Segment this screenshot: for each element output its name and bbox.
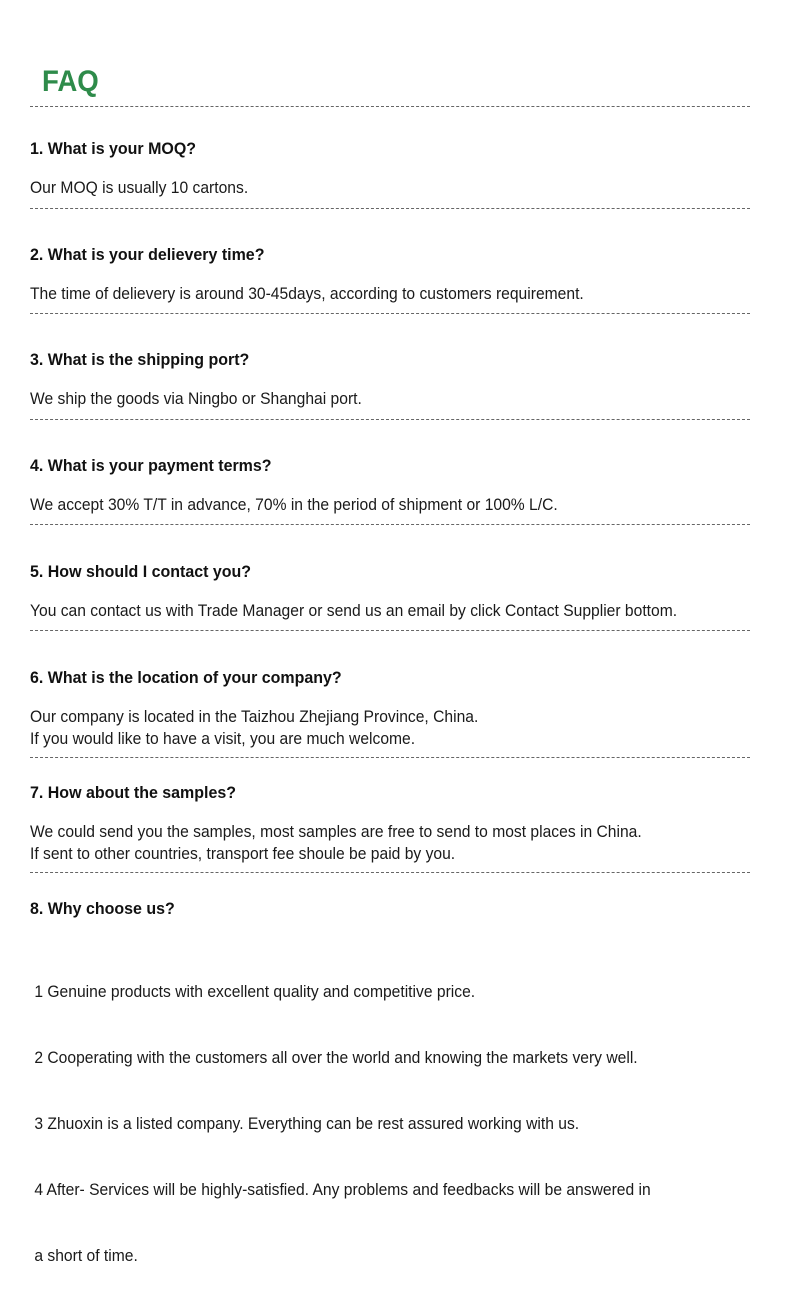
- faq-answer-7: [30, 821, 642, 865]
- faq-question-5: 5. How should I contact you?: [30, 562, 252, 581]
- faq-answer-3: [30, 388, 362, 410]
- faq-answer-2: [30, 283, 584, 305]
- faq-answer-1: [30, 177, 248, 199]
- answer-line: Our MOQ is usually 10 cartons.: [30, 178, 249, 197]
- divider: [30, 630, 750, 631]
- answer-line: The time of delievery is around 30-45days, according to customers requirement.: [30, 284, 584, 303]
- answer-line: We could send you the samples, most samples are free to send to most places in China.: [30, 822, 642, 841]
- faq-answer-6: [30, 706, 478, 750]
- faq-question-7: 7. How about the samples?: [30, 783, 237, 802]
- faq-answer-4: [30, 494, 558, 516]
- answer-line: You can contact us with Trade Manager or send us an email by click Contact Supplier bottom.: [30, 601, 678, 620]
- page-title: FAQ: [42, 65, 99, 98]
- answer-line: a short of time.: [30, 1246, 138, 1265]
- divider: [30, 208, 750, 209]
- faq-answer-5: [30, 600, 677, 622]
- faq-question-3: 3. What is the shipping port?: [30, 350, 250, 369]
- faq-question-2: 2. What is your delievery time?: [30, 245, 265, 264]
- divider: [30, 757, 750, 758]
- faq-question-4: 4. What is your payment terms?: [30, 456, 272, 475]
- divider: [30, 313, 750, 314]
- answer-line: 3 Zhuoxin is a listed company. Everything can be rest assured working with us.: [30, 1114, 580, 1133]
- answer-line: We accept 30% T/T in advance, 70% in the period of shipment or 100% L/C.: [30, 495, 558, 514]
- faq-question-8: 8. Why choose us?: [30, 899, 175, 918]
- answer-line: If sent to other countries, transport fee shoule be paid by you.: [30, 844, 456, 863]
- answer-line: We ship the goods via Ningbo or Shanghai port.: [30, 389, 362, 408]
- answer-line: If you would like to have a visit, you are much welcome.: [30, 729, 416, 748]
- answer-line: 1 Genuine products with excellent quality and competitive price.: [30, 982, 476, 1001]
- answer-line: 4 After- Services will be highly-satisfied. Any problems and feedbacks will be answered in: [30, 1180, 651, 1199]
- answer-line: Our company is located in the Taizhou Zhejiang Province, China.: [30, 707, 479, 726]
- faq-answer-8: [30, 937, 651, 1311]
- divider: [30, 106, 750, 107]
- faq-question-6: 6. What is the location of your company?: [30, 668, 342, 687]
- divider: [30, 419, 750, 420]
- divider: [30, 524, 750, 525]
- divider: [30, 872, 750, 873]
- answer-line: 2 Cooperating with the customers all over the world and knowing the markets very well.: [30, 1048, 638, 1067]
- faq-question-1: 1. What is your MOQ?: [30, 139, 197, 158]
